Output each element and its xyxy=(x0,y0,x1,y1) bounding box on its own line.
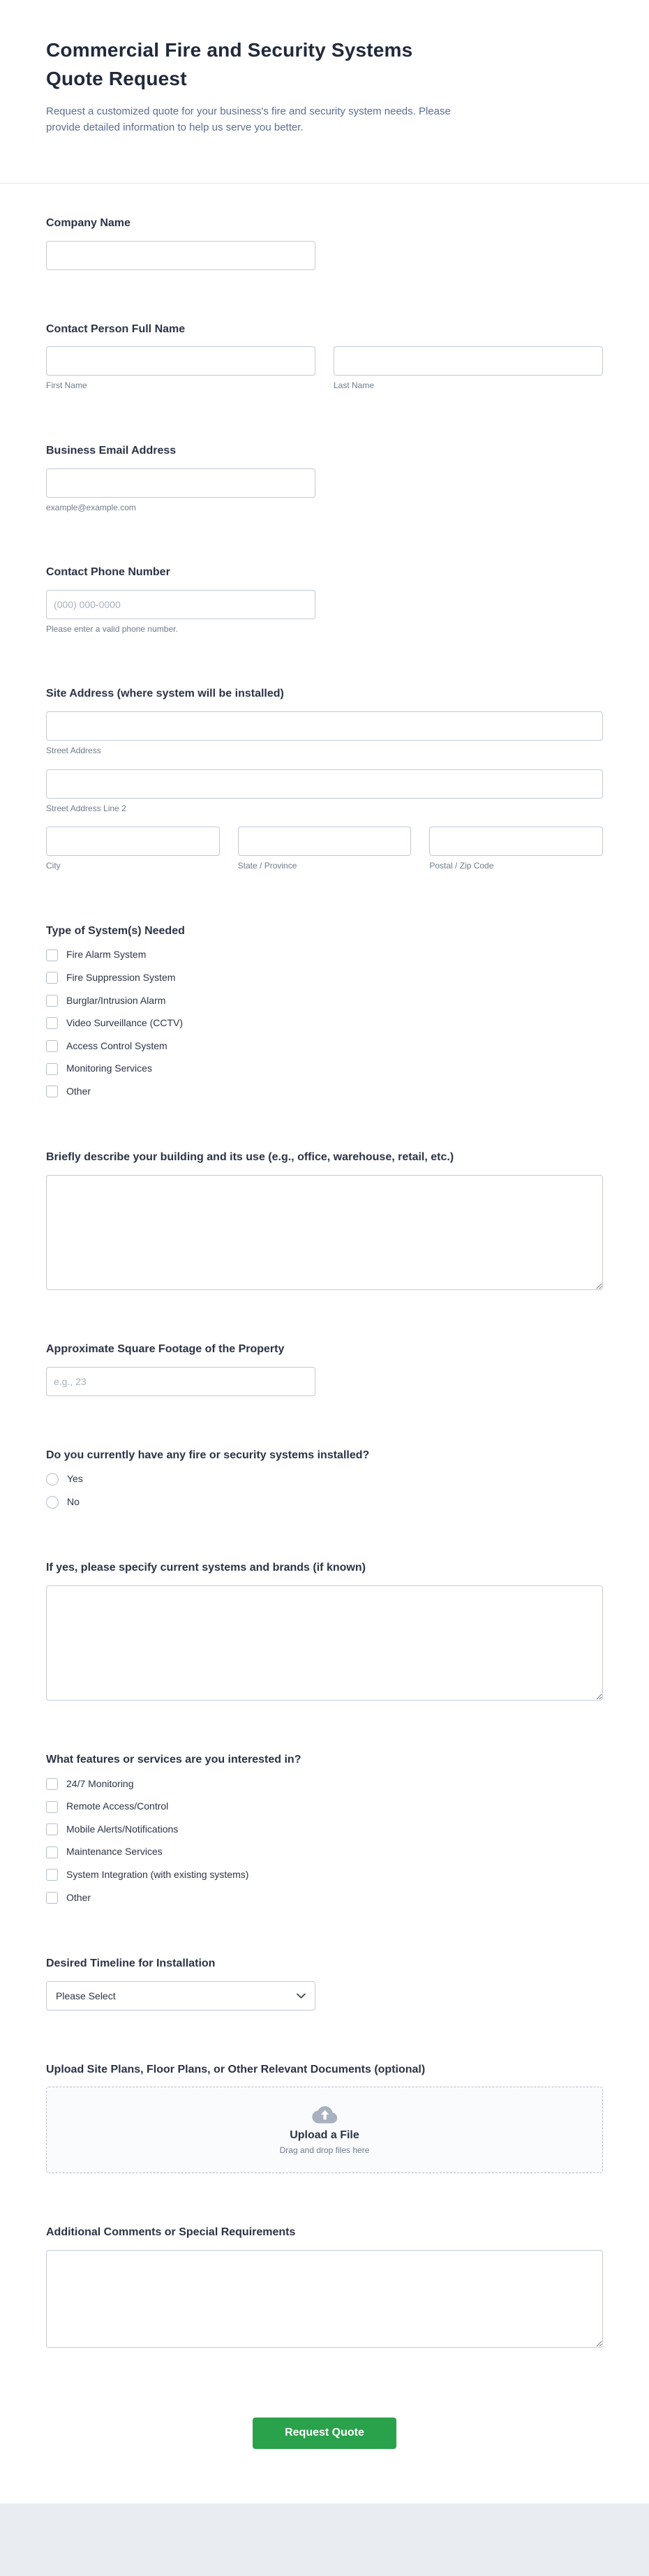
zip-sublabel: Postal / Zip Code xyxy=(429,861,494,871)
file-upload-dropzone[interactable] xyxy=(46,2087,603,2173)
question-building-description xyxy=(46,1150,603,1290)
checkbox-icon[interactable] xyxy=(46,1017,58,1029)
timeline-label: Desired Timeline for Installation xyxy=(46,1957,216,1970)
phone-sublabel: Please enter a valid phone number. xyxy=(46,623,178,634)
checkbox-icon[interactable] xyxy=(46,1869,58,1881)
radio-option-no[interactable] xyxy=(46,1495,80,1509)
state-sublabel: State / Province xyxy=(237,861,297,871)
radio-icon[interactable] xyxy=(46,1496,59,1509)
checkbox-icon[interactable] xyxy=(46,1892,58,1904)
upload-file-button[interactable]: Upload a File xyxy=(290,2129,359,2142)
site-address-label: Site Address (where system will be installed) xyxy=(46,688,284,700)
zip-input[interactable] xyxy=(429,827,603,856)
file-upload-label: Upload Site Plans, Floor Plans, or Other Relevant Documents (optional) xyxy=(46,2063,426,2075)
checkbox-option-monitoring-247[interactable] xyxy=(46,1777,134,1791)
checkbox-icon[interactable] xyxy=(46,1778,58,1790)
checkbox-icon[interactable] xyxy=(46,1823,58,1835)
question-phone xyxy=(46,565,603,635)
checkbox-option-burglar-alarm[interactable] xyxy=(46,994,165,1008)
checkbox-icon[interactable] xyxy=(46,949,58,961)
checkbox-icon[interactable] xyxy=(46,1063,58,1075)
form-subtitle: Request a customized quote for your business's fire and security system needs. Please provide detailed information to help us serve you better. xyxy=(46,105,451,133)
last-name-input[interactable] xyxy=(334,346,603,376)
checkbox-icon[interactable] xyxy=(46,1846,58,1858)
street-address-2-input[interactable] xyxy=(46,769,603,799)
checkbox-icon[interactable] xyxy=(46,1801,58,1813)
checkbox-icon[interactable] xyxy=(46,1040,58,1052)
square-footage-label: Approximate Square Footage of the Property xyxy=(46,1343,285,1356)
option-label: 24/7 Monitoring xyxy=(66,1777,134,1789)
submit-area xyxy=(46,2399,603,2449)
question-features xyxy=(46,1752,603,1904)
question-comments xyxy=(46,2225,603,2348)
existing-systems-label: Do you currently have any fire or security systems installed? xyxy=(46,1449,370,1461)
current-systems-textarea[interactable] xyxy=(46,1585,603,1701)
timeline-select-value: Please Select xyxy=(56,1990,116,2001)
checkbox-option-other-feature[interactable] xyxy=(46,1891,91,1905)
page-title: Commercial Fire and Security Systems Quote Request xyxy=(46,39,413,89)
option-label: Burglar/Intrusion Alarm xyxy=(66,994,166,1006)
option-label: Yes xyxy=(67,1473,83,1485)
street-address-2-field xyxy=(46,769,603,815)
question-square-footage xyxy=(46,1342,603,1396)
comments-label: Additional Comments or Special Requirements xyxy=(46,2226,296,2239)
option-label: Maintenance Services xyxy=(66,1846,163,1858)
zip-field xyxy=(429,827,603,872)
company-name-input[interactable] xyxy=(46,241,315,270)
form-header xyxy=(0,0,649,183)
checkbox-option-maintenance[interactable] xyxy=(46,1845,163,1859)
last-name-field xyxy=(334,346,603,392)
street-address-input[interactable] xyxy=(46,711,603,741)
checkbox-option-access-control[interactable] xyxy=(46,1039,167,1053)
timeline-select[interactable] xyxy=(46,1981,315,2011)
radio-icon[interactable] xyxy=(46,1473,59,1486)
first-name-sublabel: First Name xyxy=(46,380,87,391)
company-name-label: Company Name xyxy=(46,217,130,230)
chevron-down-icon xyxy=(297,1993,306,1999)
city-field xyxy=(46,827,220,872)
last-name-sublabel: Last Name xyxy=(334,380,375,391)
upload-hint: Drag and drop files here xyxy=(279,2145,370,2156)
option-label: Fire Alarm System xyxy=(66,949,147,961)
system-types-label: Type of System(s) Needed xyxy=(46,924,185,937)
comments-textarea[interactable] xyxy=(46,2250,603,2348)
phone-label: Contact Phone Number xyxy=(46,566,170,579)
checkbox-option-fire-suppression[interactable] xyxy=(46,971,175,985)
email-sublabel: example@example.com xyxy=(46,502,136,512)
street-address-sublabel: Street Address xyxy=(46,745,101,755)
building-description-label: Briefly describe your building and its use (e.g., office, warehouse, retail, etc.) xyxy=(46,1151,454,1164)
state-field xyxy=(238,827,412,872)
city-input[interactable] xyxy=(46,827,220,856)
state-input[interactable] xyxy=(238,827,412,856)
checkbox-option-cctv[interactable] xyxy=(46,1016,183,1030)
request-quote-button[interactable]: Request Quote xyxy=(253,2418,396,2449)
option-label: Mobile Alerts/Notifications xyxy=(66,1823,179,1835)
checkbox-option-integration[interactable] xyxy=(46,1868,248,1882)
option-label: System Integration (with existing systems) xyxy=(66,1869,249,1880)
email-input[interactable] xyxy=(46,468,315,498)
option-label: Other xyxy=(66,1891,91,1903)
option-label: Monitoring Services xyxy=(66,1063,152,1074)
checkbox-icon[interactable] xyxy=(46,972,58,984)
option-label: Other xyxy=(66,1085,91,1097)
building-description-textarea[interactable] xyxy=(46,1175,603,1290)
first-name-input[interactable] xyxy=(46,346,315,376)
checkbox-icon[interactable] xyxy=(46,1086,58,1097)
current-systems-label: If yes, please specify current systems and brands (if known) xyxy=(46,1562,366,1574)
question-existing-systems xyxy=(46,1448,603,1509)
checkbox-option-monitoring[interactable] xyxy=(46,1062,152,1076)
features-label: What features or services are you interested in? xyxy=(46,1754,301,1766)
cloud-upload-icon xyxy=(311,2105,338,2124)
street-address-field xyxy=(46,711,603,757)
radio-option-yes[interactable] xyxy=(46,1472,83,1486)
contact-name-label: Contact Person Full Name xyxy=(46,323,186,335)
checkbox-option-fire-alarm[interactable] xyxy=(46,948,146,962)
email-label: Business Email Address xyxy=(46,444,177,457)
square-footage-input[interactable] xyxy=(46,1367,315,1396)
checkbox-icon[interactable] xyxy=(46,995,58,1007)
question-timeline xyxy=(46,1956,603,2011)
option-label: Video Surveillance (CCTV) xyxy=(66,1017,184,1029)
city-sublabel: City xyxy=(46,861,61,871)
question-company-name xyxy=(46,216,603,270)
first-name-field xyxy=(46,346,315,392)
question-email xyxy=(46,443,603,513)
checkbox-option-mobile-alerts[interactable] xyxy=(46,1823,178,1837)
checkbox-option-remote-access[interactable] xyxy=(46,1800,168,1814)
option-label: Fire Suppression System xyxy=(66,971,176,983)
form-body xyxy=(0,184,649,2449)
question-contact-name xyxy=(46,322,603,392)
option-label: No xyxy=(67,1495,80,1507)
option-label: Remote Access/Control xyxy=(66,1800,169,1812)
question-system-types xyxy=(46,924,603,1099)
phone-input[interactable] xyxy=(46,590,315,619)
question-current-systems xyxy=(46,1560,603,1701)
question-file-upload xyxy=(46,2062,603,2174)
option-label: Access Control System xyxy=(66,1039,167,1051)
question-site-address xyxy=(46,686,603,871)
street-address-2-sublabel: Street Address Line 2 xyxy=(46,803,126,813)
checkbox-option-other-system[interactable] xyxy=(46,1085,91,1099)
